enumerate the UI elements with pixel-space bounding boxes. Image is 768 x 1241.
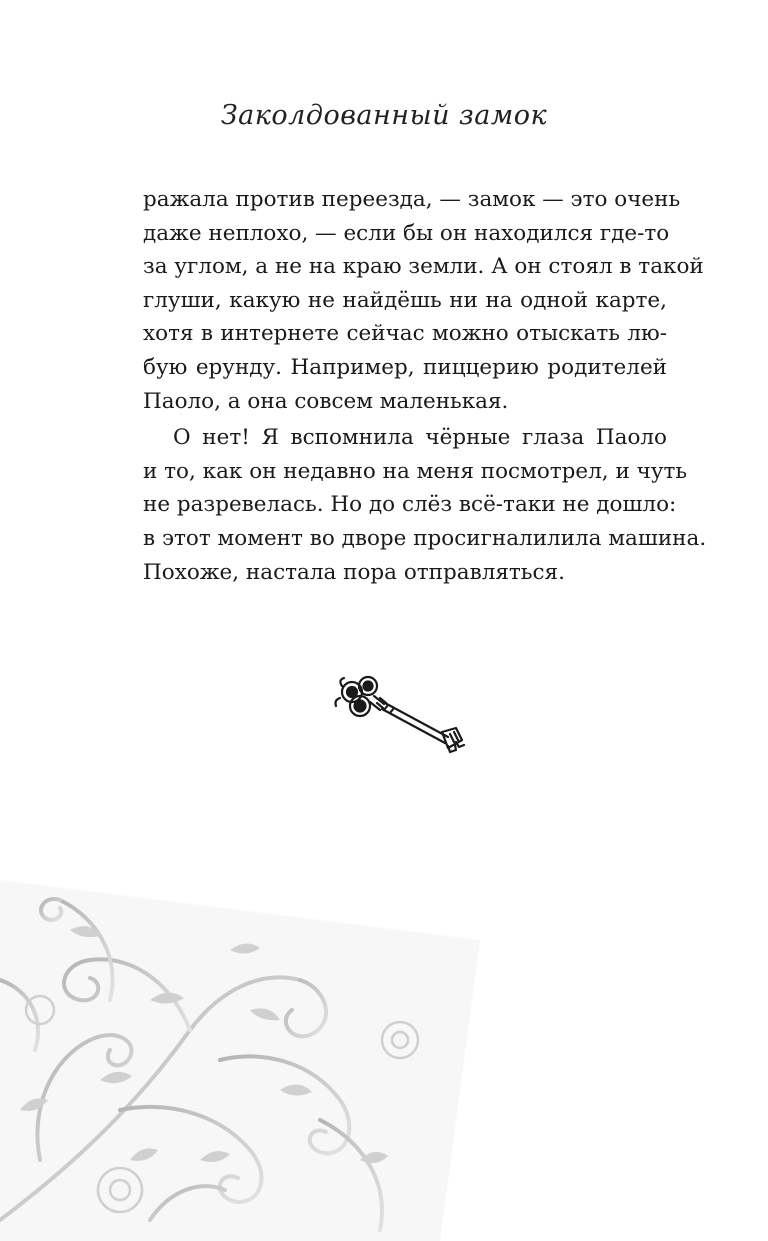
body-text: [143, 183, 707, 589]
text-line: не разревелась. Но до слёз всё-таки не дошло:: [143, 492, 677, 518]
text-line: ражала против переезда, — замок — это очень: [143, 187, 681, 212]
floral-ornament-icon: [0, 860, 500, 1241]
key-icon: [330, 672, 475, 762]
text-line: Похоже, настала пора отправляться.: [143, 559, 565, 585]
text-line: Паоло, а она совсем маленькая.: [143, 388, 509, 414]
text-line: за углом, а не на краю земли. А он стоял в такой: [143, 254, 704, 280]
text-line: даже неплохо, — если бы он находился где-то: [143, 220, 670, 246]
text-line: бую ерунду. Например, пиццерию родителей: [143, 354, 667, 380]
text-line: и то, как он недавно на меня посмотрел, и чуть: [143, 458, 688, 484]
running-header: Заколдованный замок: [220, 100, 548, 131]
text-line: хотя в интернете сейчас можно отыскать лю-: [143, 321, 667, 347]
text-line: в этот момент во дворе просигналилила машина.: [143, 525, 707, 551]
text-line: глуши, какую не найдёшь ни на одной карте,: [143, 287, 667, 313]
text-line: О нет! Я вспомнила чёрные глаза Паоло: [173, 425, 667, 451]
